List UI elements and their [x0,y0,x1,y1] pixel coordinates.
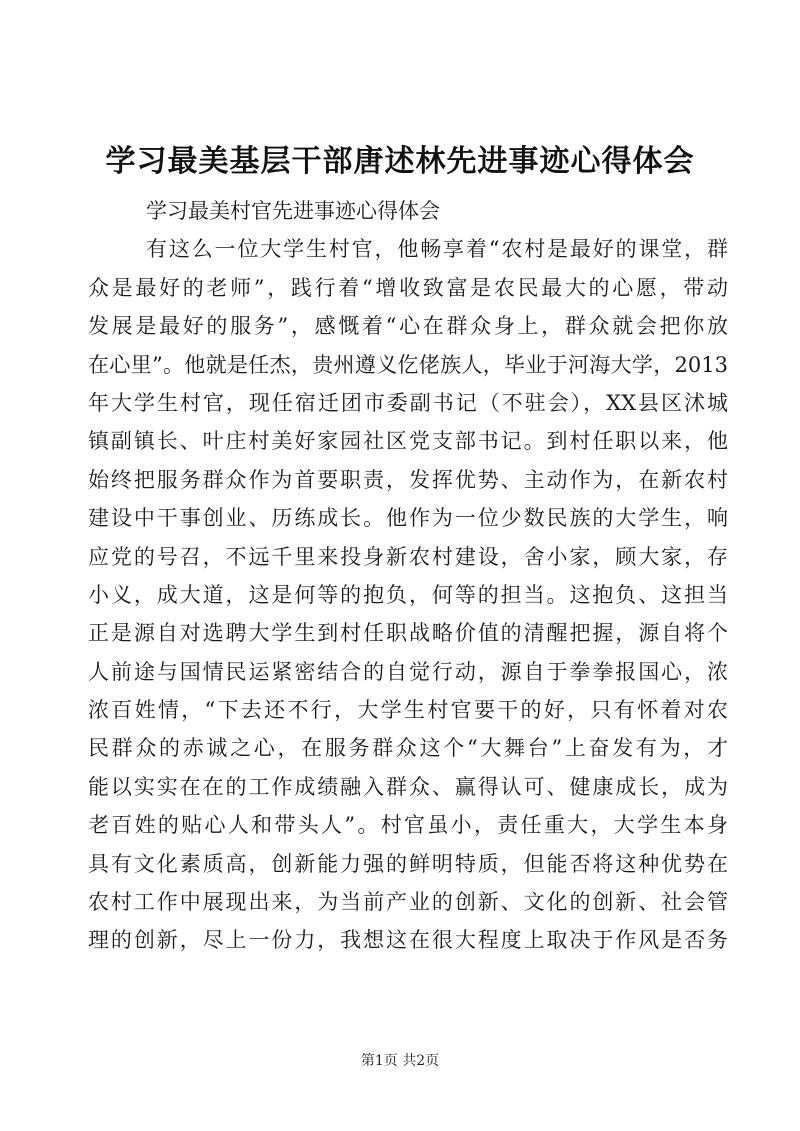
document-title: 学习最美基层干部唐述林先进事迹心得体会 [105,144,695,179]
paragraph-line: 应党的号召，不远千里来投身新农村建设，舍小家，顾大家，存 [88,544,728,569]
paragraph-line: 发展是最好的服务”，感慨着“心在群众身上，群众就会把你放 [88,314,728,339]
page-footer: 第1页 共2页 [360,1053,440,1069]
paragraph-line: 众是最好的老师”，践行着“增收致富是农民最大的心愿，带动 [88,275,728,300]
paragraph-line: 始终把服务群众作为首要职责，发挥优势、主动作为，在新农村 [88,467,728,492]
paragraph-line: 正是源自对选聘大学生到村任职战略价值的清醒把握，源自将个 [88,621,728,646]
paragraph-line: 镇副镇长、叶庄村美好家园社区党支部书记。到村任职以来，他 [88,429,728,454]
paragraph-line: 具有文化素质高，创新能力强的鲜明特质，但能否将这种优势在 [88,851,728,876]
paragraph-line: 老百姓的贴心人和带头人”。村官虽小，责任重大，大学生本身 [88,813,728,838]
paragraph-line: 理的创新，尽上一份力，我想这在很大程度上取决于作风是否务 [88,928,728,953]
paragraph-line: 浓百姓情，“下去还不行，大学生村官要干的好，只有怀着对农 [88,698,728,723]
paragraph-line: 民群众的赤诚之心，在服务群众这个“大舞台”上奋发有为，才 [88,736,728,761]
paragraph-line: 建设中干事创业、历练成长。他作为一位少数民族的大学生，响 [88,506,728,531]
paragraph-line: 人前途与国情民运紧密结合的自觉行动，源自于拳拳报国心，浓 [88,659,728,684]
document-body [88,192,728,960]
paragraph-line: 年大学生村官，现任宿迁团市委副书记（不驻会），XX县区沭城 [88,390,728,415]
paragraph-line: 能以实实在在的工作成绩融入群众、赢得认可、健康成长，成为 [88,774,728,799]
paragraph-line: 小义，成大道，这是何等的抱负，何等的担当。这抱负、这担当 [88,582,728,607]
paragraph-line: 农村工作中展现出来，为当前产业的创新、文化的创新、社会管 [88,890,728,915]
paragraph-line: 有这么一位大学生村官，他畅享着“农村是最好的课堂，群 [146,237,728,262]
paragraph-line: 在心里”。他就是任杰，贵州遵义仡佬族人，毕业于河海大学，2013 [88,352,728,377]
subtitle-line: 学习最美村官先进事迹心得体会 [146,199,440,223]
